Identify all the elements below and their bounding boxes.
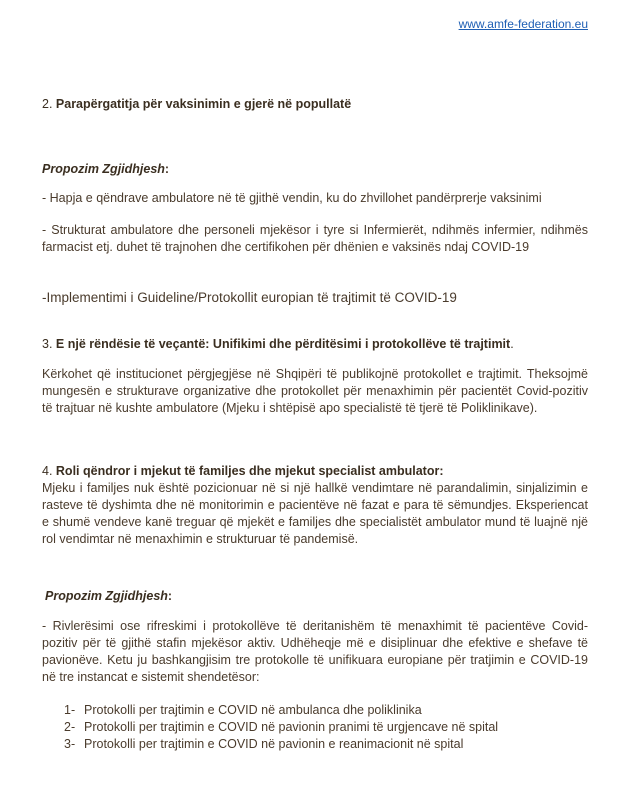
section-3-paragraph: Kërkohet që institucionet përgjegjëse në Shqipëri të publikojnë protokollet e trajtimit. Theksojmë mungesën e strukturave organizative dhe protokollet për menaxhimin për pacientët Covid-pozitiv të trajtuar në kushte ambulatore (Mjeku i shtëpisë apo specialistë të tjerë të Poliklinikave). [42, 367, 588, 415]
section-2-paragraph-1: - Hapja e qëndrave ambulatore në të gjithë vendin, ku do zhvillohet pandërprerje vaksinimi [42, 191, 542, 205]
section-4-heading [42, 463, 588, 480]
section-3-number: 3. [42, 337, 56, 351]
list-item-text: Protokolli per trajtimin e COVID në pavionin e reanimacionit në spital [84, 737, 464, 751]
section-3-title: E një rëndësie të veçantë: Unifikimi dhe përditësimi i protokollëve të trajtimit [55, 337, 511, 351]
section-2-number: 2. [42, 97, 56, 111]
list-item-number: 1- [64, 703, 76, 717]
section-4-paragraph-1: Mjeku i familjes nuk është pozicionuar në si një hallkë vendimtare në parandalimin, sinjalizimin e rasteve të dyshimta dhe në monitorimin e pacientëve në fazat e para të sëmundjes. Eksperiencat e shumë vendeve kanë treguar që mjekët e familjes dhe specialistët ambulator mund të luajnë një rol vendimtar në menaxhimin e strukturuar të pandemisë. [42, 481, 588, 546]
list-item-text: Protokolli per trajtimin e COVID në ambulanca dhe poliklinika [84, 703, 422, 717]
protocol-list-container [42, 702, 588, 753]
list-item-number: 3- [64, 737, 76, 751]
section-3-period: . [510, 337, 514, 351]
section-3-heading [42, 336, 588, 353]
section-2-propozim-colon: : [164, 162, 170, 176]
section-2-propozim-label: Propozim Zgjidhjesh [42, 162, 165, 176]
section-4-propozim-colon: : [167, 589, 173, 603]
protocol-list [42, 702, 588, 753]
section-4-title: Roli qëndror i mjekut të familjes dhe mjekut specialist ambulator: [55, 464, 444, 478]
list-item [42, 702, 588, 719]
header-website-link[interactable]: www.amfe-federation.eu [458, 17, 588, 31]
list-item [42, 736, 588, 753]
section-2-heading [42, 96, 588, 113]
section-2-title: Parapërgatitja për vaksinimin e gjerë në popullatë [55, 97, 352, 111]
section-2-propozim-heading [42, 161, 588, 178]
list-item-text: Protokolli per trajtimin e COVID në pavionin pranimi të urgjencave në spital [84, 720, 499, 734]
section-4-propozim-heading [45, 588, 591, 605]
section-4-propozim-label: Propozim Zgjidhjesh [45, 589, 168, 603]
section-4-number: 4. [42, 464, 56, 478]
section-2-paragraph-3: -Implementimi i Guideline/Protokollit europian të trajtimit të COVID-19 [42, 290, 457, 305]
list-item-number: 2- [64, 720, 76, 734]
section-4-paragraph-2: - Rivlerësimi ose rifreskimi i protokollëve të deritanishëm të menaxhimit të pacientëve Covid-pozitiv për të gjithë stafin mjekësor aktiv. Udhëheqje më e disiplinuar dhe efektive e shefave të pavionëve. Ketu ju bashkangjisim tre protokolle të unifikuara europiane për tratjimin e COVID-19 në tre instancat e sistemit shendetësor: [42, 619, 588, 684]
section-2-paragraph-2: - Strukturat ambulatore dhe personeli mjekësor i tyre si Infermierët, ndihmës infermier, ndihmës farmacist etj. duhet të trajnohen dhe certifikohen për dhënien e vaksinës ndaj COVID-19 [42, 223, 588, 254]
list-item [42, 719, 588, 736]
